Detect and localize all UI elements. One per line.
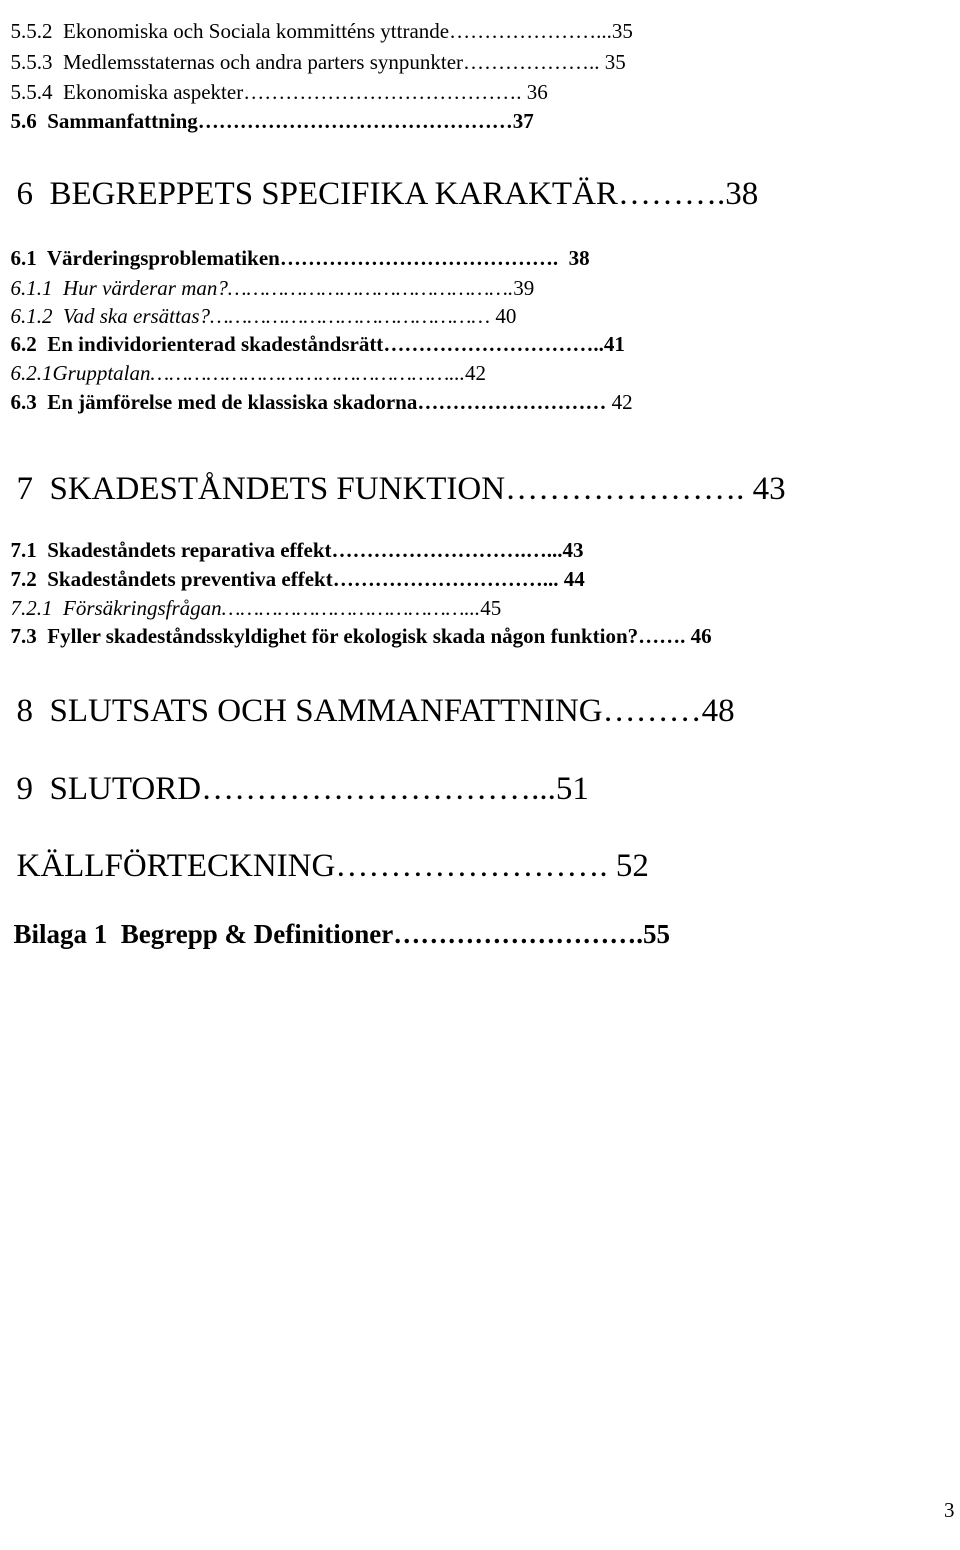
toc-page-number: 46 [690, 624, 712, 648]
toc-page-number: 55 [642, 919, 670, 949]
toc-leader: ……………………… [417, 390, 612, 414]
toc-entry-6-3[interactable] [0, 371, 633, 413]
toc-references[interactable] [0, 817, 649, 883]
toc-leader: ……………………….…... [331, 538, 563, 562]
toc-entry-title: 7.1 Skadeståndets reparativa effekt [10, 538, 332, 562]
toc-leader: …………………………………. [279, 246, 569, 270]
toc-page-number: 38 [568, 246, 590, 270]
toc-entry-title: 5.5.3 Medlemsstaternas och andra parters synpunkter [10, 50, 464, 74]
toc-leader: ……………….. [463, 50, 605, 74]
toc-entry-title: 6.1.1 Hur värderar man? [10, 276, 228, 300]
toc-page-number: 39 [513, 276, 535, 300]
page-number: 3 [944, 1498, 955, 1522]
toc-entry-title: 7.3 Fyller skadeståndsskyldighet för ekologisk skada någon funktion? [10, 624, 639, 648]
toc-entry-title: 7.2.1 Försäkringsfrågan [10, 596, 222, 620]
toc-page-number: 42 [465, 361, 487, 385]
toc-leader: ……………………………………… [210, 304, 496, 328]
toc-page-number: 38 [725, 176, 759, 212]
toc-page-number: 48 [701, 693, 735, 729]
toc-chapter-6[interactable] [0, 145, 758, 211]
toc-leader: ………………………………………. [227, 276, 514, 300]
toc-page-number: 40 [495, 304, 517, 328]
toc-page-number: 45 [480, 596, 502, 620]
toc-entry-title: 6.2.1Grupptalan [10, 361, 151, 385]
toc-entry-title: 9 SLUTORD [16, 771, 202, 807]
toc-leader: …………………………………. [243, 80, 527, 104]
toc-page-number: 37 [512, 109, 534, 133]
toc-leader: …………………………………... [221, 596, 481, 620]
toc-leader: ………………………. [393, 919, 643, 949]
toc-leader: ………………………….. [383, 332, 604, 356]
toc-page-number: 51 [555, 771, 589, 807]
toc-entry-title: 6.3 En jämförelse med de klassiska skadorna [10, 390, 418, 414]
toc-entry-title: 7 SKADESTÅNDETS FUNKTION [16, 471, 506, 507]
toc-leader: ……. [638, 624, 691, 648]
toc-leader: ……………………………………… [197, 109, 513, 133]
toc-entry-title: 8 SLUTSATS OCH SAMMANFATTNING [16, 693, 603, 729]
toc-entry-title: 5.5.4 Ekonomiska aspekter [10, 80, 244, 104]
toc-page-number: 42 [611, 390, 633, 414]
toc-page-number: 52 [615, 848, 649, 884]
toc-leader: ……………………. [335, 848, 616, 884]
toc-entry-title: 7.2 Skadeståndets preventiva effekt [10, 567, 333, 591]
toc-leader: …………………... [449, 19, 612, 43]
toc-page-number: 35 [611, 19, 633, 43]
toc-leader: ……… [602, 693, 702, 729]
toc-appendix-1[interactable] [0, 894, 670, 948]
toc-page-number: 41 [603, 332, 625, 356]
toc-entry-title: 5.5.2 Ekonomiska och Sociala kommitténs yttrande [10, 19, 450, 43]
toc-entry-title: KÄLLFÖRTECKNING [16, 848, 336, 884]
toc-entry-title: 6 BEGREPPETS SPECIFIKA KARAKTÄR [16, 176, 618, 212]
toc-page-number: 36 [526, 80, 548, 104]
toc-page-number: 35 [604, 50, 626, 74]
toc-chapter-8[interactable] [0, 662, 735, 728]
toc-entry-title: 6.1 Värderingsproblematiken [10, 246, 280, 270]
toc-page-number: 44 [563, 567, 585, 591]
toc-page-number: 43 [752, 471, 786, 507]
toc-leader: …………………………... [201, 771, 556, 807]
toc-chapter-7[interactable] [0, 440, 786, 506]
toc-chapter-9[interactable] [0, 740, 589, 806]
toc-entry-title: 6.1.2 Vad ska ersättas? [10, 304, 210, 328]
toc-entry-5-6[interactable] [0, 90, 534, 132]
toc-entry-title: Bilaga 1 Begrepp & Definitioner [13, 919, 394, 949]
toc-entry-7-3[interactable] [0, 605, 712, 647]
toc-leader: …………………………………………... [150, 361, 466, 385]
toc-leader: …………………. [505, 471, 753, 507]
toc-entry-title: 6.2 En individorienterad skadeståndsrätt [10, 332, 384, 356]
toc-page-number: 43 [562, 538, 584, 562]
toc-leader: …………………………... [332, 567, 564, 591]
toc-entry-title: 5.6 Sammanfattning [10, 109, 198, 133]
toc-leader: ………. [617, 176, 726, 212]
